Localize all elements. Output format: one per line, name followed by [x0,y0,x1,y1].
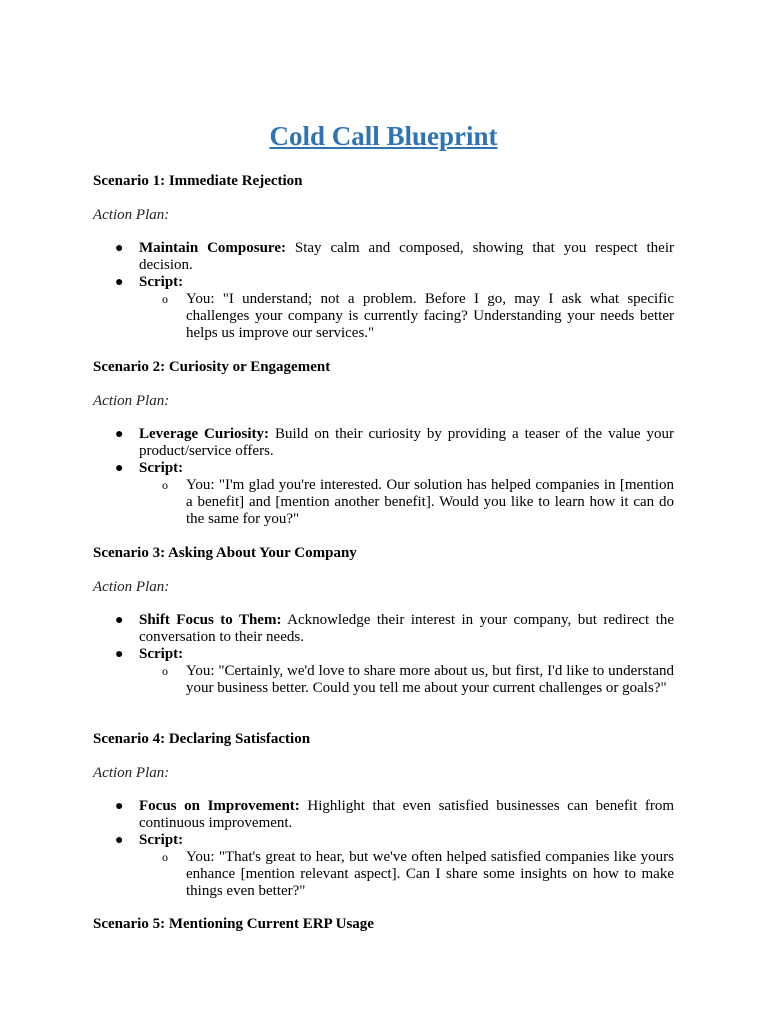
scenario-section [93,915,674,933]
focus-text: Acknowledge their interest in your company, but redirect the conversation to their needs. [139,612,674,645]
focus-text: Highlight that even satisfied businesses can benefit from continuous improvement. [139,798,675,831]
bullet-icon: ● [115,275,124,290]
scenario-heading: Scenario 5: Mentioning Current ERP Usage [93,916,374,932]
scenario-heading: Scenario 4: Declaring Satisfaction [93,731,311,747]
bullet-icon: ● [115,833,124,848]
sub-bullet-icon: o [162,478,168,492]
script-text: You: "I'm glad you're interested. Our solution has helped companies in [mention a benefit] and [mention another benefit]. Would you like to learn how it can do the same for you?" [186,477,674,527]
script-quote [93,291,674,342]
focus-label: Maintain Composure: [139,240,286,256]
scenario-section [93,172,674,342]
focus-bullet [93,240,674,274]
action-list [93,612,674,697]
scenario-heading: Scenario 1: Immediate Rejection [93,173,303,189]
scenario-section [93,544,674,697]
script-label: Script: [139,832,184,848]
bullet-icon: ● [115,647,124,662]
action-plan-label: Action Plan: [93,579,170,595]
script-bullet [93,646,674,663]
script-label: Script: [139,646,184,662]
bullet-icon: ● [115,427,124,442]
script-bullet [93,832,674,849]
focus-text: Stay calm and composed, showing that you respect their decision. [139,240,675,273]
bullet-icon: ● [115,461,124,476]
script-bullet [93,274,674,291]
focus-label: Focus on Improvement: [139,798,300,814]
script-quote [93,477,674,528]
action-list [93,240,674,342]
document-title: Cold Call Blueprint [269,121,498,151]
sub-bullet-icon: o [162,664,168,678]
action-plan-label: Action Plan: [93,765,170,781]
script-bullet [93,460,674,477]
scenario-heading: Scenario 3: Asking About Your Company [93,545,357,561]
focus-text: Build on their curiosity by providing a teaser of the value your product/service offers. [139,426,674,459]
focus-label: Leverage Curiosity: [139,426,270,442]
action-plan-label: Action Plan: [93,393,170,409]
action-list [93,798,674,900]
script-quote [93,663,674,697]
sub-bullet-icon: o [162,292,168,306]
bullet-icon: ● [115,799,124,814]
scenario-section [93,358,674,528]
focus-bullet [93,612,674,646]
sub-bullet-icon: o [162,850,168,864]
action-list [93,426,674,528]
focus-bullet [93,798,674,832]
scenario-heading: Scenario 2: Curiosity or Engagement [93,359,331,375]
script-label: Script: [139,460,184,476]
scenario-section [93,730,674,900]
bullet-icon: ● [115,613,124,628]
focus-bullet [93,426,674,460]
script-text: You: "That's great to hear, but we've often helped satisfied companies like yours enhance [mention relevant aspect]. Can I share some insights on how to make things even better?" [186,849,674,899]
script-label: Script: [139,274,184,290]
script-text: You: "I understand; not a problem. Before I go, may I ask what specific challenges your company is currently facing? Understanding your needs better helps us improve our services." [186,291,674,341]
script-text: You: "Certainly, we'd love to share more about us, but first, I'd like to understand your business better. Could you tell me about your current challenges or goals?" [186,663,674,696]
script-quote [93,849,674,900]
action-plan-label: Action Plan: [93,207,170,223]
bullet-icon: ● [115,241,124,256]
focus-label: Shift Focus to Them: [139,612,282,628]
